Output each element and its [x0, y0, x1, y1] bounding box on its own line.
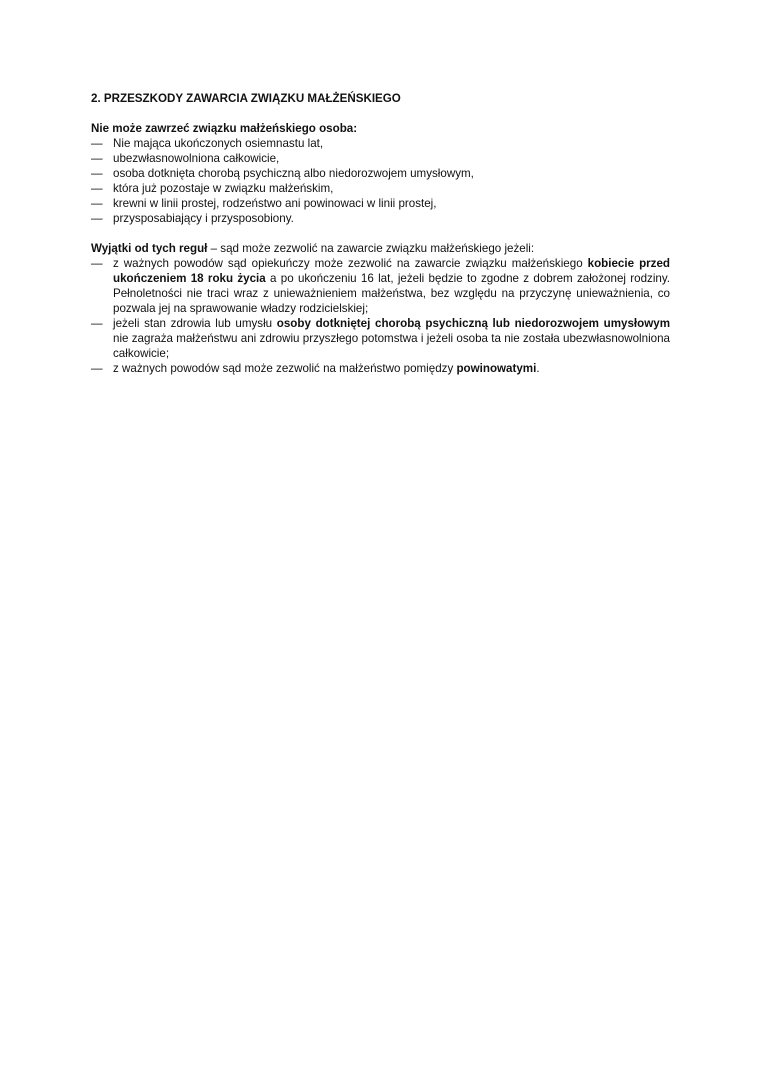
list-item-text: Nie mająca ukończonych osiemnastu lat, [113, 137, 324, 150]
dash-bullet: — [91, 167, 103, 180]
text-run: . [536, 362, 540, 375]
dash-bullet: — [91, 152, 103, 165]
list-item [91, 316, 670, 361]
text-run: a po ukończeniu 16 lat, jeżeli będzie to zgodne z dobrem założonej rodziny. Pełnoletności nie traci wraz z unieważnieniem małżeństwa, bez względu na przyczynę unieważnienia, co pozwala jej na sprawowanie władzy rodzicielskiej; [113, 272, 670, 315]
list-item [91, 151, 670, 166]
text-run-bold: powinowatymi [456, 362, 537, 375]
list-item-text [113, 256, 670, 316]
text-run: jeżeli stan zdrowia lub umysłu [113, 317, 277, 330]
text-run-bold: kobiecie przed ukończeniem 18 roku życia [113, 257, 670, 285]
dash-bullet: — [91, 212, 103, 225]
list-item-text: krewni w linii prostej, rodzeństwo ani powinowaci w linii prostej, [113, 197, 437, 210]
list-item [91, 196, 670, 211]
dash-bullet: — [91, 197, 103, 210]
exceptions-intro [91, 241, 670, 256]
spacer [91, 226, 670, 241]
dash-bullet: — [91, 137, 103, 150]
list-item-text: przysposabiający i przysposobiony. [113, 212, 294, 225]
list-item [91, 361, 670, 376]
text-run: nie zagraża małżeństwu ani zdrowiu przyszłego potomstwa i jeżeli osoba ta nie została ubezwłasnowolniona całkowicie; [113, 332, 670, 360]
dash-bullet: — [91, 182, 103, 195]
list-item [91, 211, 670, 226]
exceptions-intro-bold: Wyjątki od tych reguł [91, 242, 208, 255]
document-page [91, 91, 670, 376]
list-item-text: która już pozostaje w związku małżeńskim, [113, 182, 334, 195]
list-item-text: osoba dotknięta chorobą psychiczną albo niedorozwojem umysłowym, [113, 167, 474, 180]
list-item [91, 256, 670, 316]
text-run: z ważnych powodów sąd może zezwolić na małżeństwo pomiędzy [113, 362, 457, 375]
dash-bullet: — [91, 362, 103, 375]
impediments-intro: Nie może zawrzeć związku małżeńskiego osoba: [91, 122, 358, 135]
list-item-text: ubezwłasnowolniona całkowicie, [113, 152, 280, 165]
section-heading: 2. PRZESZKODY ZAWARCIA ZWIĄZKU MAŁŻEŃSKIEGO [91, 92, 401, 105]
dash-bullet: — [91, 257, 103, 270]
exceptions-intro-rest: – sąd może zezwolić na zawarcie związku małżeńskiego jeżeli: [207, 242, 535, 255]
spacer [91, 106, 670, 121]
list-item [91, 166, 670, 181]
text-run-bold: osoby dotkniętej chorobą psychiczną lub niedorozwojem umysłowym [276, 317, 670, 330]
dash-bullet: — [91, 317, 103, 330]
impediments-list [91, 136, 670, 226]
list-item-text [113, 361, 670, 376]
list-item [91, 181, 670, 196]
list-item [91, 136, 670, 151]
exceptions-list [91, 256, 670, 376]
text-run: z ważnych powodów sąd opiekuńczy może zezwolić na zawarcie związku małżeńskiego [113, 257, 588, 270]
list-item-text [113, 316, 670, 361]
